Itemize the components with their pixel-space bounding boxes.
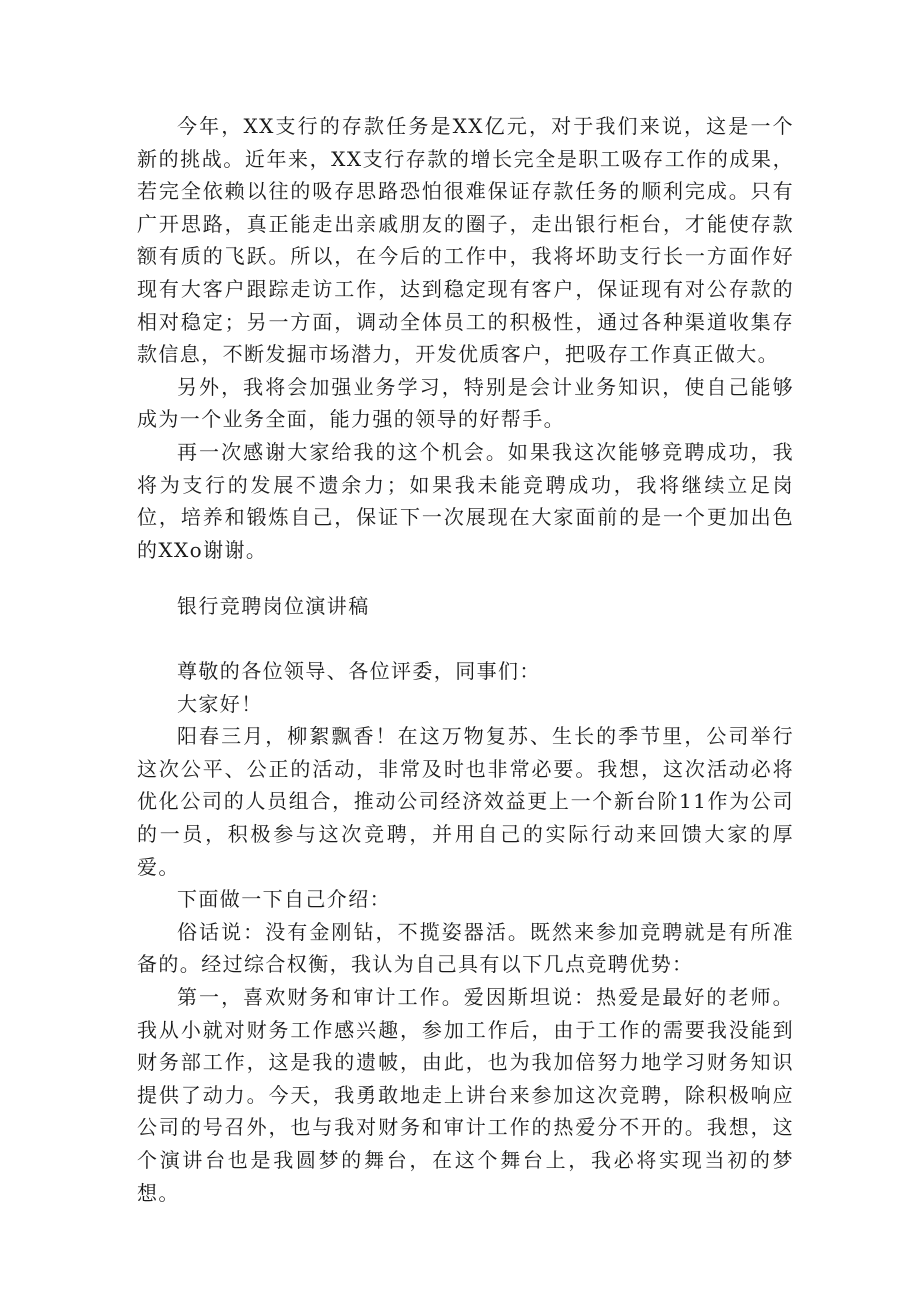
speech-title: 银行竞聘岗位演讲稿: [177, 594, 370, 618]
paragraph-first-advantage: 第一，喜欢财务和审计工作。爱因斯坦说：热爱是最好的老师。我从小就对财务工作感兴趣，参加工作后，由于工作的需要我没能到财务部工作，这是我的遗帔，由此，也为我加倍努力地学习财务知识提供了动力。今天，我勇敢地走上讲台来参加这次竞聘，除积极响应公司的号召外，也与我对财务和审计工作的热爱分不开的。我想，这个演讲台也是我圆梦的舞台，在这个舞台上，我必将实现当初的梦想。: [137, 984, 794, 1205]
paragraph-deposit-task: 今年，XX支行的存款任务是XX亿元，对于我们来说，这是一个新的挑战。近年来，XX支行存款的增长完全是职工吸存工作的成果，若完全依赖以往的吸存思路恐怕很难保证存款任务的顺利完成。只有广开思路，真正能走出亲戚朋友的圈子，走出银行柜台，才能使存款额有质的飞跃。所以，在今后的工作中，我将坏助支行长一方面作好现有大客户跟踪走访工作，达到稳定现有客户，保证现有对公存款的相对稳定；另一方面，调动全体员工的积极性，通过各种渠道收集存款信息，不断发掘市场潜力，开发优质客户，把吸存工作真正做大。: [137, 114, 794, 367]
paragraph-greeting: 大家好！: [177, 691, 263, 716]
paragraph-thanks: 再一次感谢大家给我的这个机会。如果我这次能够竞聘成功，我将为支行的发展不遗余力；如果我未能竞聘成功，我将继续立足岗位，培养和锻炼自己，保证下一次展现在大家面前的是一个更加出色的XXo谢谢。: [137, 439, 794, 562]
section-closing-remarks: [137, 110, 794, 566]
speech-title-block: [137, 590, 794, 623]
section-speech-body: [137, 655, 794, 1209]
paragraph-salutation: 尊敬的各位领导、各位评委，同事们：: [177, 659, 541, 683]
paragraph-study-plan: 另外，我将会加强业务学习，特别是会计业务知识，使自己能够成为一个业务全面，能力强的领导的好帮手。: [137, 374, 794, 432]
paragraph-spring-intro: 阳春三月，柳絮飘香！在这万物复苏、生长的季节里，公司举行这次公平、公正的活动，非常及时也非常必要。我想，这次活动必将优化公司的人员组合，推动公司经济效益更上一个新台阶11作为公司的一员，积极参与这次竞聘，并用自己的实际行动来回馈大家的厚爱。: [137, 724, 794, 879]
paragraph-self-intro-lead: 下面做一下自己介绍：: [177, 887, 391, 912]
paragraph-advantages-lead: 俗话说：没有金刚钻，不揽姿器活。既然来参加竞聘就是有所准备的。经过综合权衡，我认为自己具有以下几点竞聘优势：: [137, 919, 794, 977]
